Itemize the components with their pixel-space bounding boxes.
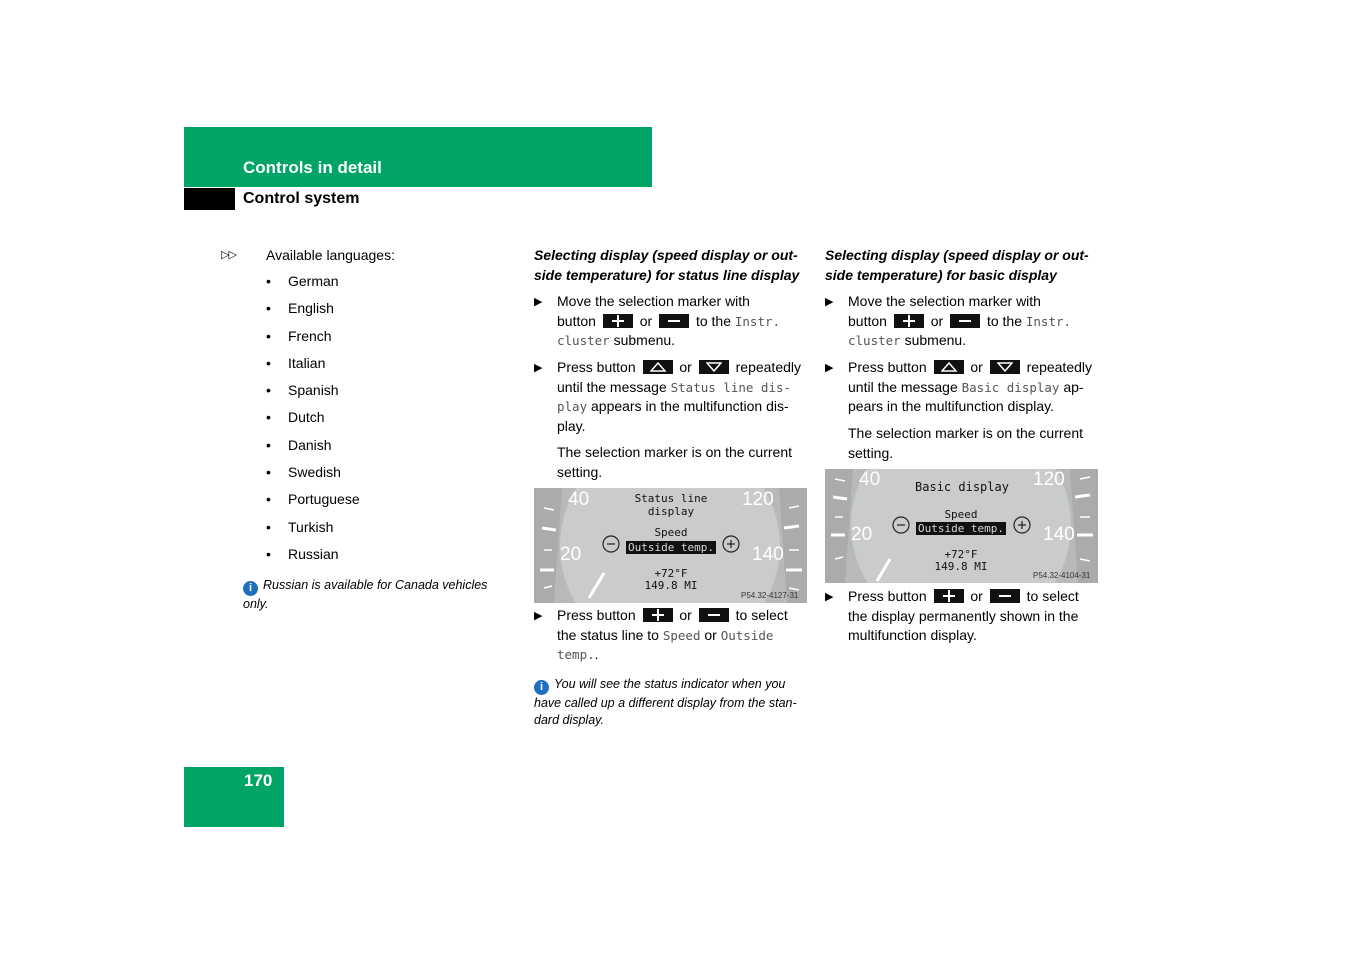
page-number: 170 bbox=[244, 771, 273, 790]
step-arrow-icon: ▶ bbox=[534, 296, 543, 308]
list-item: • Russian bbox=[266, 546, 339, 562]
list-item: • Portuguese bbox=[266, 491, 360, 507]
step-1: ▶ Move the selection marker with button or to the Instr. cluster submenu. bbox=[825, 293, 1072, 348]
display-readout: +72°F 149.8 MI bbox=[934, 548, 988, 573]
step-arrow-icon: ▶ bbox=[825, 591, 834, 603]
section-title: Controls in detail bbox=[243, 158, 382, 177]
section-heading: Selecting display (speed display or out- side temperature) for status line display bbox=[534, 247, 800, 283]
list-item: • Swedish bbox=[266, 464, 341, 480]
multifunction-display-image bbox=[825, 469, 1098, 583]
tick-label: 140 bbox=[752, 544, 784, 565]
up-button-icon bbox=[934, 360, 964, 374]
list-item: • Turkish bbox=[266, 519, 334, 535]
display-option-speed: Speed bbox=[654, 526, 688, 539]
tick-label: 140 bbox=[1043, 524, 1075, 545]
display-title: Status line display bbox=[634, 492, 708, 518]
subsection-title: Control system bbox=[243, 190, 360, 207]
list-item: • Italian bbox=[266, 355, 326, 371]
info-icon: i bbox=[243, 581, 258, 596]
step-arrow-icon: ▶ bbox=[534, 362, 543, 374]
minus-button-icon bbox=[990, 589, 1020, 603]
tick-label: 120 bbox=[1033, 469, 1065, 490]
list-item: • German bbox=[266, 273, 339, 289]
down-button-icon bbox=[699, 360, 729, 374]
plus-button-icon bbox=[934, 589, 964, 603]
paragraph: The selection marker is on the current setting. bbox=[848, 425, 1083, 461]
tick-label: 40 bbox=[859, 469, 881, 490]
multifunction-display-image bbox=[534, 488, 807, 603]
step-3: ▶ Press button or to select the status line to Speed or Outside temp.. bbox=[534, 607, 788, 662]
image-reference: P54.32-4104-31 bbox=[1033, 571, 1091, 580]
step-arrow-icon: ▶ bbox=[534, 610, 543, 622]
list-item: • Danish bbox=[266, 437, 332, 453]
minus-button-icon bbox=[659, 314, 689, 328]
info-icon: i bbox=[534, 680, 549, 695]
tick-label: 120 bbox=[742, 489, 774, 510]
plus-button-icon bbox=[603, 314, 633, 328]
list-item: • French bbox=[266, 328, 332, 344]
display-option-selected: Outside temp. bbox=[627, 541, 715, 554]
minus-button-icon bbox=[699, 608, 729, 622]
plus-button-icon bbox=[894, 314, 924, 328]
step-2: ▶ Press button or repeatedly until the message Basic display ap- pears in the multifunction display. bbox=[825, 359, 1093, 414]
tick-label: 20 bbox=[560, 544, 582, 565]
paragraph: The selection marker is on the current setting. bbox=[557, 444, 792, 480]
plus-button-icon bbox=[643, 608, 673, 622]
display-option-speed: Speed bbox=[944, 508, 978, 521]
down-button-icon bbox=[990, 360, 1020, 374]
list-item: • Spanish bbox=[266, 382, 339, 398]
header-band bbox=[184, 127, 652, 187]
list-item: • Dutch bbox=[266, 409, 325, 425]
tick-label: 20 bbox=[851, 524, 873, 545]
section-heading: Selecting display (speed display or out- side temperature) for basic display bbox=[825, 247, 1089, 283]
display-option-selected: Outside temp. bbox=[917, 522, 1005, 535]
image-reference: P54.32-4127-31 bbox=[741, 591, 799, 600]
step-2: ▶ Press button or repeatedly until the message Status line dis- play appears in the multifunction dis- play. bbox=[534, 359, 802, 434]
display-title: Basic display bbox=[915, 480, 1009, 494]
continuation-marker: ▷▷ bbox=[221, 249, 236, 261]
minus-button-icon bbox=[950, 314, 980, 328]
step-1: ▶ Move the selection marker with button or to the Instr. cluster submenu. bbox=[534, 293, 781, 348]
step-3: ▶ Press button or to select the display permanently shown in the multifunction display. bbox=[825, 588, 1079, 643]
list-item: • English bbox=[266, 300, 334, 316]
step-arrow-icon: ▶ bbox=[825, 362, 834, 374]
up-button-icon bbox=[643, 360, 673, 374]
step-arrow-icon: ▶ bbox=[825, 296, 834, 308]
display-readout: +72°F 149.8 MI bbox=[644, 567, 698, 592]
languages-intro: Available languages: bbox=[266, 247, 395, 263]
subsection-tab bbox=[184, 188, 235, 210]
tick-label: 40 bbox=[568, 489, 590, 510]
info-note: i Russian is available for Canada vehicles only. bbox=[243, 578, 488, 611]
info-note: i You will see the status indicator when you have called up a different display from the stan- dard display. bbox=[534, 677, 797, 727]
